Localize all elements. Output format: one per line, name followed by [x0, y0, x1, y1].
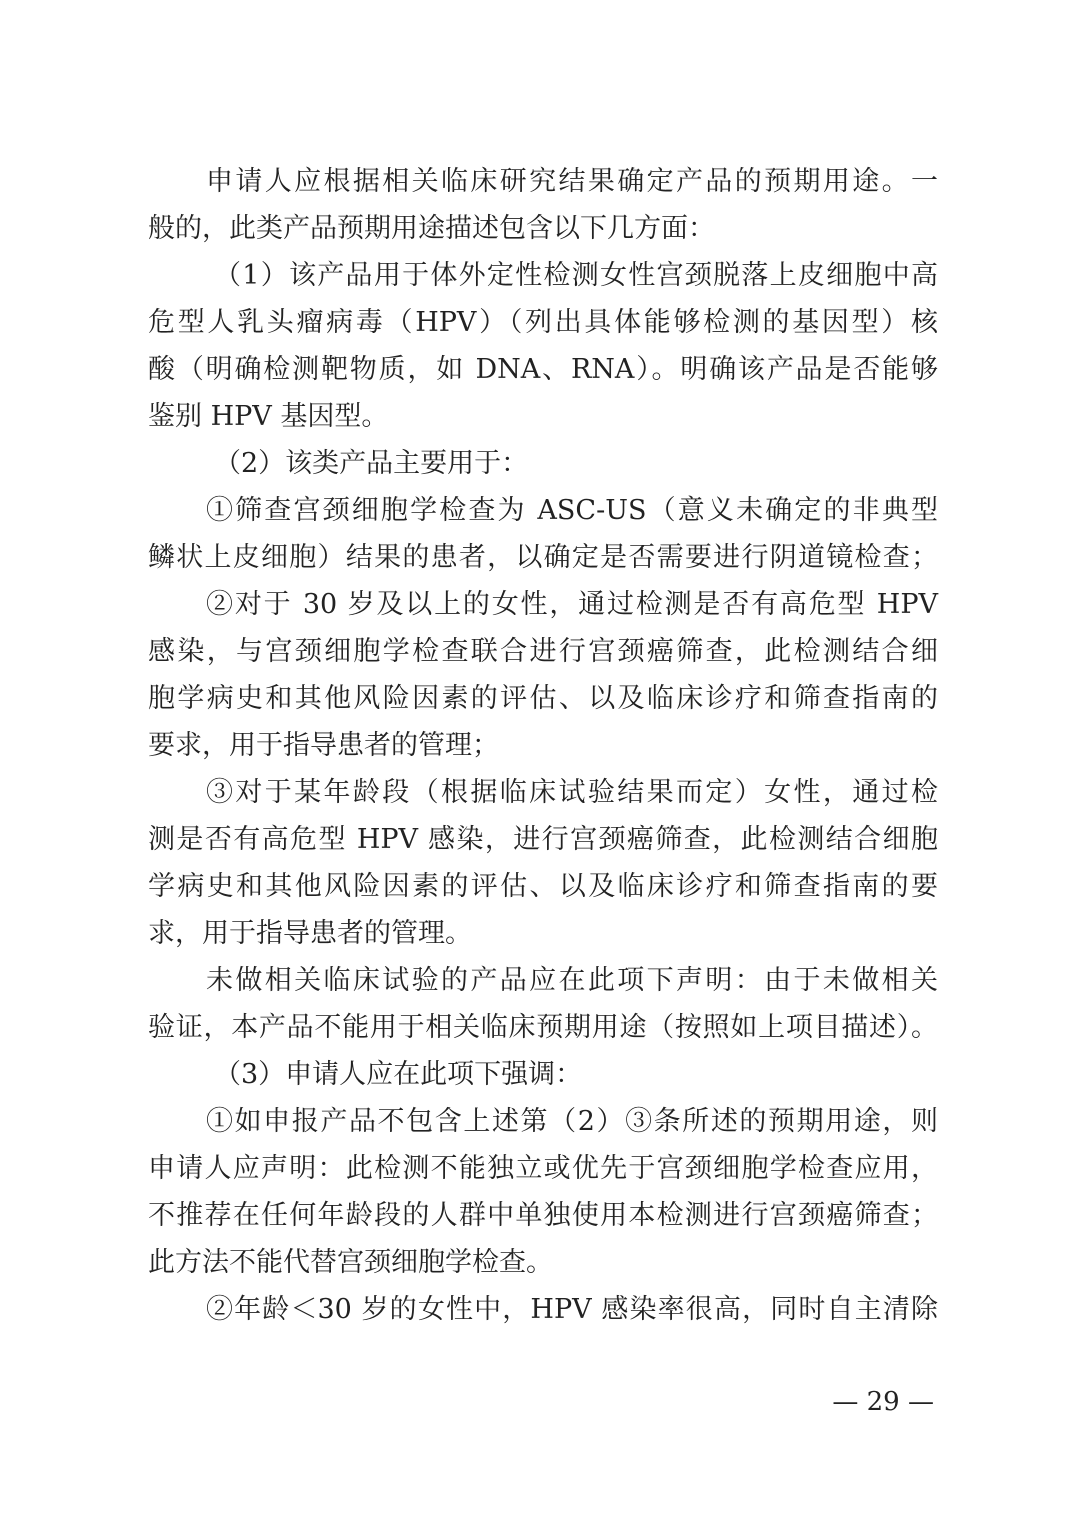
text-line: ②对于 30 岁及以上的女性，通过检测是否有高危型 HPV	[206, 589, 938, 620]
text-line: 验证，本产品不能用于相关临床预期用途（按照如上项目描述）。	[148, 1012, 938, 1043]
text-line: 要求，用于指导患者的管理；	[148, 730, 499, 761]
text-line: ③对于某年龄段（根据临床试验结果而定）女性，通过检	[206, 777, 938, 808]
text-line: 不推荐在任何年龄段的人群中单独使用本检测进行宫颈癌筛查；	[148, 1200, 938, 1231]
text-line: ①筛查宫颈细胞学检查为 ASC-US（意义未确定的非典型	[206, 495, 938, 526]
text-line: 学病史和其他风险因素的评估、以及临床诊疗和筛查指南的要	[148, 871, 938, 902]
text-line: 感染，与宫颈细胞学检查联合进行宫颈癌筛查，此检测结合细	[148, 636, 938, 667]
text-line: 鉴别 HPV 基因型。	[148, 401, 389, 432]
text-line: 酸（明确检测靶物质，如 DNA、RNA）。明确该产品是否能够	[148, 354, 938, 385]
text-line: 鳞状上皮细胞）结果的患者，以确定是否需要进行阴道镜检查；	[148, 542, 938, 573]
document-body	[148, 158, 938, 1333]
text-line: 测是否有高危型 HPV 感染，进行宫颈癌筛查，此检测结合细胞	[148, 824, 938, 855]
text-line: （2）该类产品主要用于：	[214, 448, 529, 479]
text-line: 申请人应根据相关临床研究结果确定产品的预期用途。一	[206, 166, 938, 197]
text-line: （1）该产品用于体外定性检测女性宫颈脱落上皮细胞中高	[214, 260, 938, 291]
text-line: ②年龄＜30 岁的女性中，HPV 感染率很高，同时自主清除	[206, 1294, 938, 1325]
text-line: （3）申请人应在此项下强调：	[214, 1059, 583, 1090]
text-line: 此方法不能代替宫颈细胞学检查。	[148, 1247, 553, 1278]
text-line: 求，用于指导患者的管理。	[148, 918, 472, 949]
text-line: ①如申报产品不包含上述第（2）③条所述的预期用途，则	[206, 1106, 938, 1137]
text-line: 胞学病史和其他风险因素的评估、以及临床诊疗和筛查指南的	[148, 683, 938, 714]
text-line: 般的，此类产品预期用途描述包含以下几方面：	[148, 213, 715, 244]
text-line: 申请人应声明：此检测不能独立或优先于宫颈细胞学检查应用，	[148, 1153, 938, 1184]
text-line: 未做相关临床试验的产品应在此项下声明：由于未做相关	[206, 965, 938, 996]
text-line: 危型人乳头瘤病毒（HPV）（列出具体能够检测的基因型）核	[148, 307, 938, 338]
page-number: — 29 —	[832, 1387, 934, 1417]
